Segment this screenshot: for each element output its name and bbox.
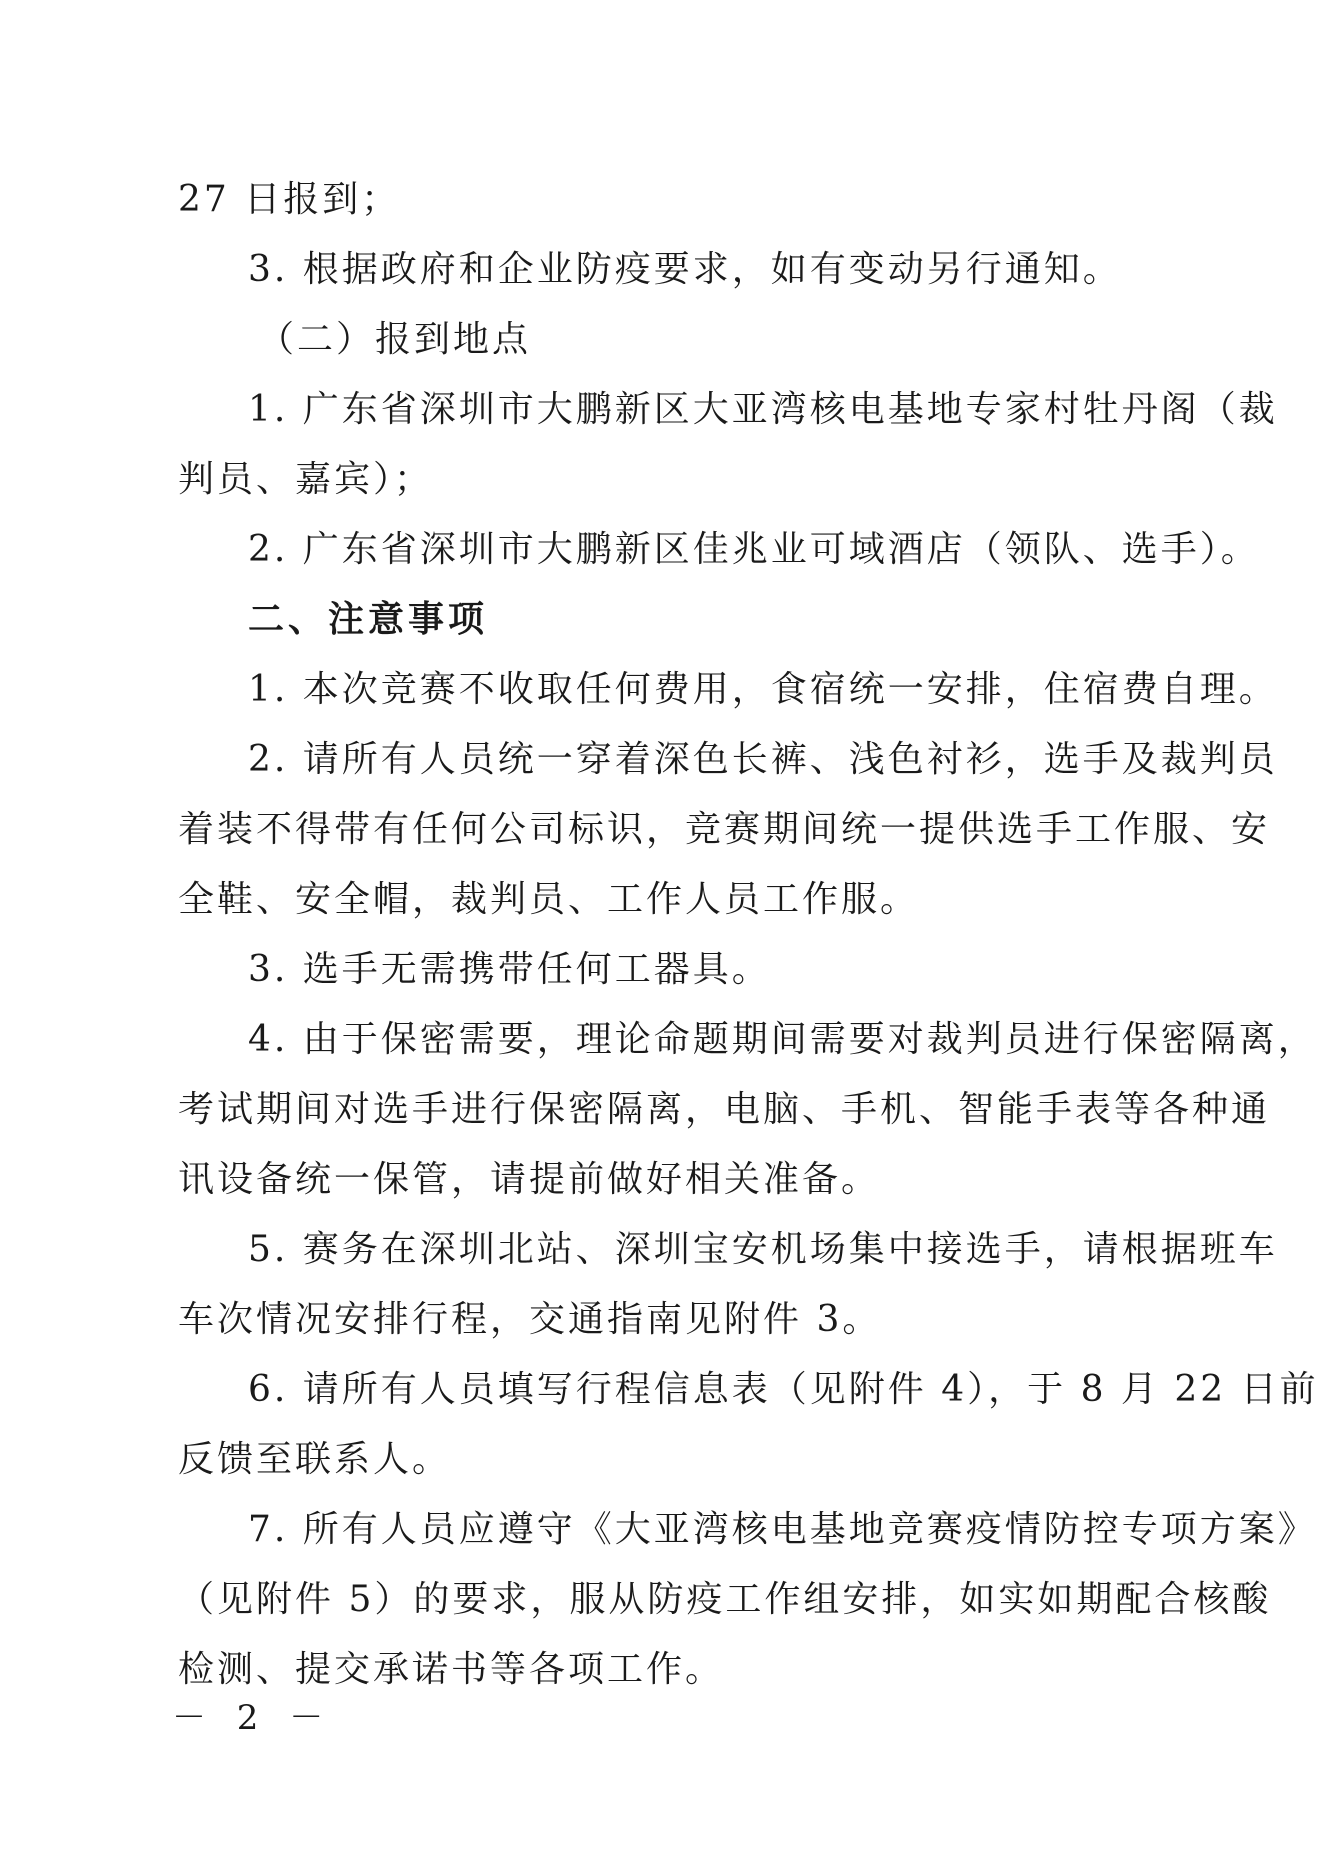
text-line-note-5: 5. 赛务在深圳北站、深圳宝安机场集中接选手，请根据班车 bbox=[248, 1229, 1278, 1270]
text-line-note-5-cont: 车次情况安排行程，交通指南见附件 3。 bbox=[178, 1299, 882, 1340]
text-line-location-1: 1. 广东省深圳市大鹏新区大亚湾核电基地专家村牡丹阁（裁 bbox=[248, 389, 1278, 430]
text-line-note-4-cont-2: 讯设备统一保管，请提前做好相关准备。 bbox=[178, 1159, 881, 1200]
text-line-continuation: 27 日报到； bbox=[178, 179, 401, 220]
text-line-note-7-cont-1: （见附件 5）的要求，服从防疫工作组安排，如实如期配合核酸 bbox=[178, 1579, 1272, 1620]
text-line-note-7: 7. 所有人员应遵守《大亚湾核电基地竞赛疫情防控专项方案》 bbox=[248, 1509, 1317, 1550]
subheading-location: （二）报到地点 bbox=[258, 319, 532, 360]
text-line-note-4: 4. 由于保密需要，理论命题期间需要对裁判员进行保密隔离， bbox=[248, 1019, 1317, 1060]
text-line-location-2: 2. 广东省深圳市大鹏新区佳兆业可域酒店（领队、选手）。 bbox=[248, 529, 1260, 570]
text-line-note-4-cont-1: 考试期间对选手进行保密隔离，电脑、手机、智能手表等各种通 bbox=[178, 1089, 1271, 1130]
text-line-note-2-cont-1: 着装不得带有任何公司标识，竞赛期间统一提供选手工作服、安 bbox=[178, 809, 1271, 850]
text-line-location-1-cont: 判员、嘉宾）； bbox=[178, 459, 434, 500]
text-line-note-2: 2. 请所有人员统一穿着深色长裤、浅色衬衫，选手及裁判员 bbox=[248, 739, 1278, 780]
text-line-note-7-cont-2: 检测、提交承诺书等各项工作。 bbox=[178, 1649, 725, 1690]
text-line-note-6: 6. 请所有人员填写行程信息表（见附件 4），于 8 月 22 日前 bbox=[248, 1369, 1319, 1410]
text-line-note-1: 1. 本次竞赛不收取任何费用，食宿统一安排，住宿费自理。 bbox=[248, 669, 1278, 710]
text-line-note-6-cont: 反馈至联系人。 bbox=[178, 1439, 452, 1480]
text-line-note-3: 3. 选手无需携带任何工器具。 bbox=[248, 949, 771, 990]
page-number: － 2 － bbox=[172, 1698, 334, 1738]
text-line-note-2-cont-2: 全鞋、安全帽，裁判员、工作人员工作服。 bbox=[178, 879, 920, 920]
text-line-item-3: 3. 根据政府和企业防疫要求，如有变动另行通知。 bbox=[248, 249, 1122, 290]
section-heading-notes: 二、注意事项 bbox=[248, 599, 489, 640]
